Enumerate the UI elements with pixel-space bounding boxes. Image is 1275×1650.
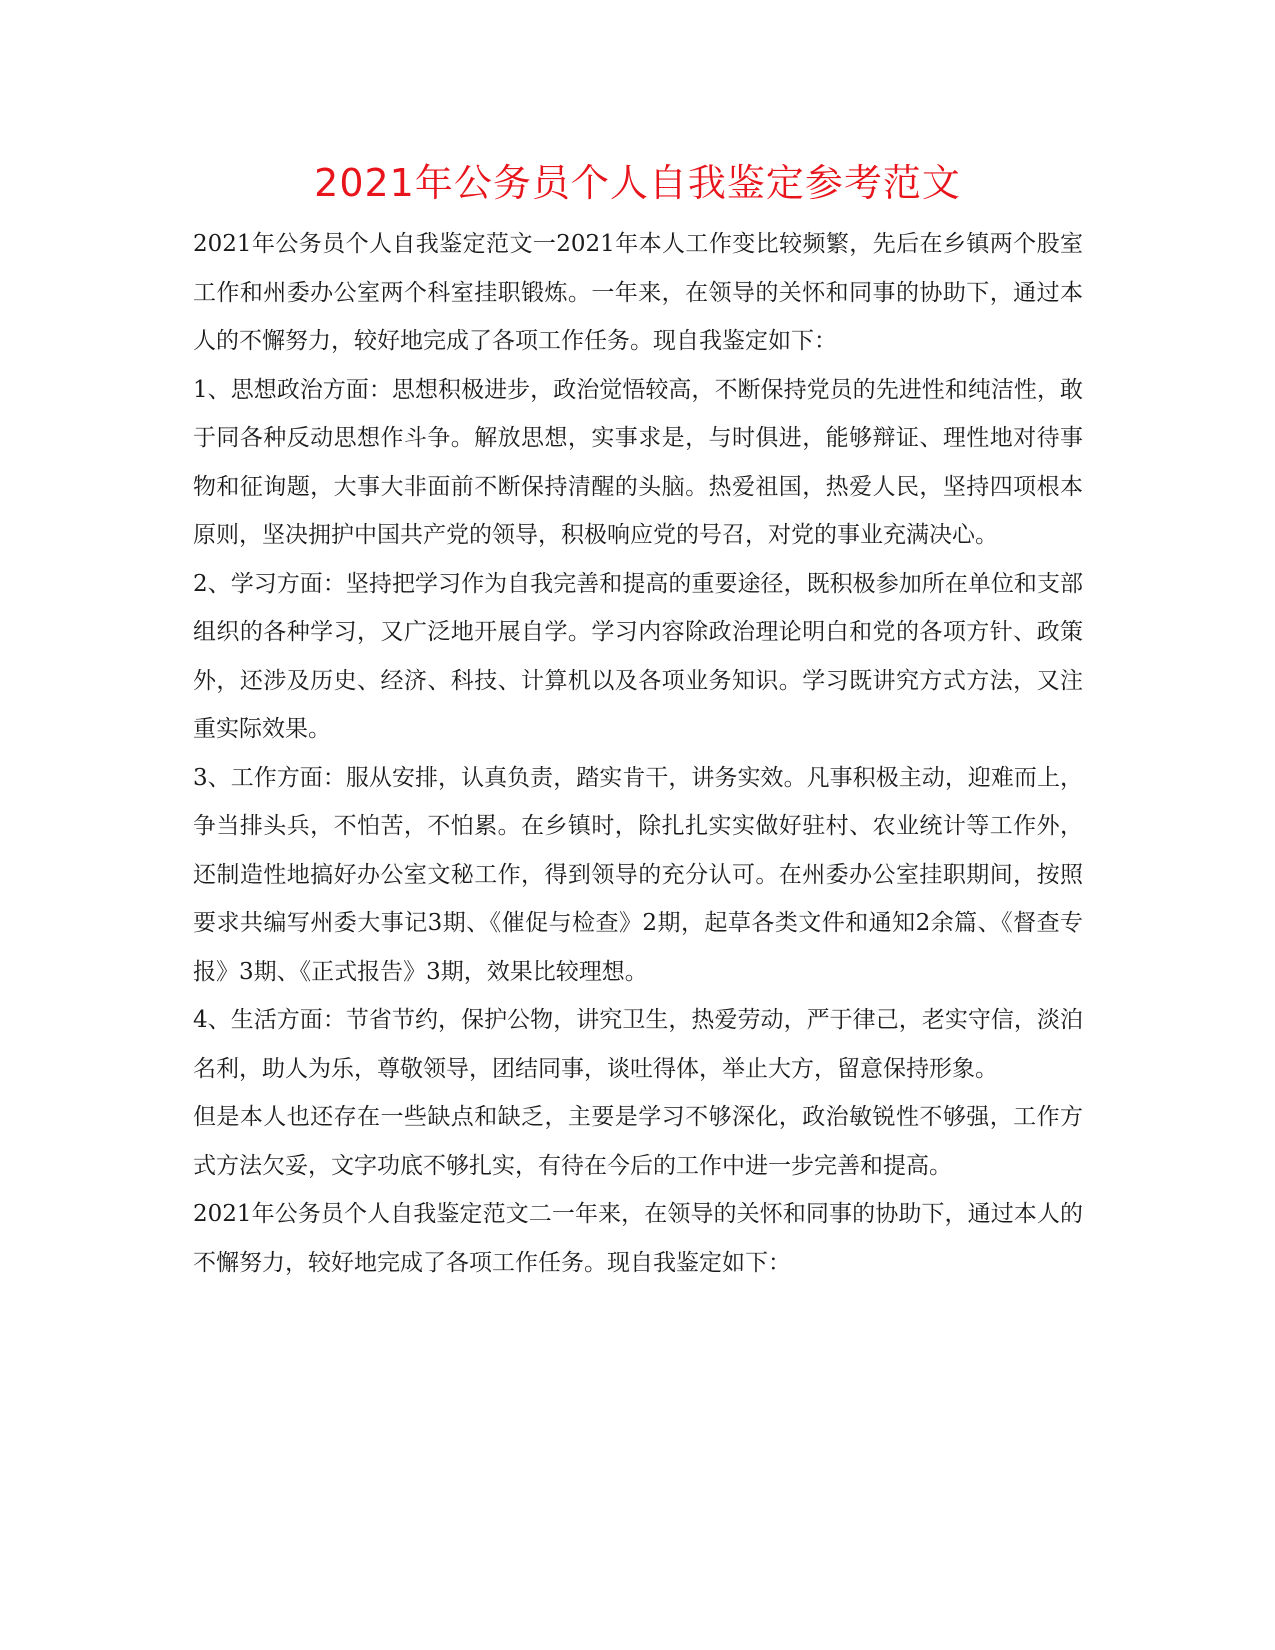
paragraph-intro: 2021年公务员个人自我鉴定范文一2021年本人工作变比较频繁，先后在乡镇两个股室工作和州委办公室两个科室挂职锻炼。一年来，在领导的关怀和同事的协助下，通过本人的不懈努力，较好地完成了各项工作任务。现自我鉴定如下： xyxy=(193,231,1083,354)
paragraph-political: 1、思想政治方面：思想积极进步，政治觉悟较高，不断保持党员的先进性和纯洁性，敢于同各种反动思想作斗争。解放思想，实事求是，与时俱进，能够辩证、理性地对待事物和征询题，大事大非面前不断保持清醒的头脑。热爱祖国，热爱人民，坚持四项根本原则，坚决拥护中国共产党的领导，积极响应党的号召，对党的事业充满决心。 xyxy=(193,376,1083,548)
document-title: 2021年公务员个人自我鉴定参考范文 xyxy=(314,161,961,205)
paragraph-work: 3、工作方面：服从安排，认真负责，踏实肯干，讲务实效。凡事积极主动，迎难而上，争当排头兵，不怕苦，不怕累。在乡镇时，除扎扎实实做好驻村、农业统计等工作外，还制造性地搞好办公室文秘工作，得到领导的充分认可。在州委办公室挂职期间，按照要求共编写州委大事记3期、《催促与检查》2期，起草各类文件和通知2余篇、《督查专报》3期、《正式报告》3期，效果比较理想。 xyxy=(193,764,1083,985)
paragraph-shortcomings: 但是本人也还存在一些缺点和缺乏，主要是学习不够深化，政治敏锐性不够强，工作方式方法欠妥，文字功底不够扎实，有待在今后的工作中进一步完善和提高。 xyxy=(193,1104,1083,1179)
document-body xyxy=(193,220,1083,1287)
paragraph-life: 4、生活方面：节省节约，保护公物，讲究卫生，热爱劳动，严于律己，老实守信，淡泊名利，助人为乐，尊敬领导，团结同事，谈吐得体，举止大方，留意保持形象。 xyxy=(193,1007,1083,1082)
paragraph-sample-two: 2021年公务员个人自我鉴定范文二一年来，在领导的关怀和同事的协助下，通过本人的不懈努力，较好地完成了各项工作任务。现自我鉴定如下： xyxy=(193,1201,1083,1276)
paragraph-study: 2、学习方面：坚持把学习作为自我完善和提高的重要途径，既积极参加所在单位和支部组织的各种学习，又广泛地开展自学。学习内容除政治理论明白和党的各项方针、政策外，还涉及历史、经济、科技、计算机以及各项业务知识。学习既讲究方式方法，又注重实际效果。 xyxy=(193,570,1083,742)
